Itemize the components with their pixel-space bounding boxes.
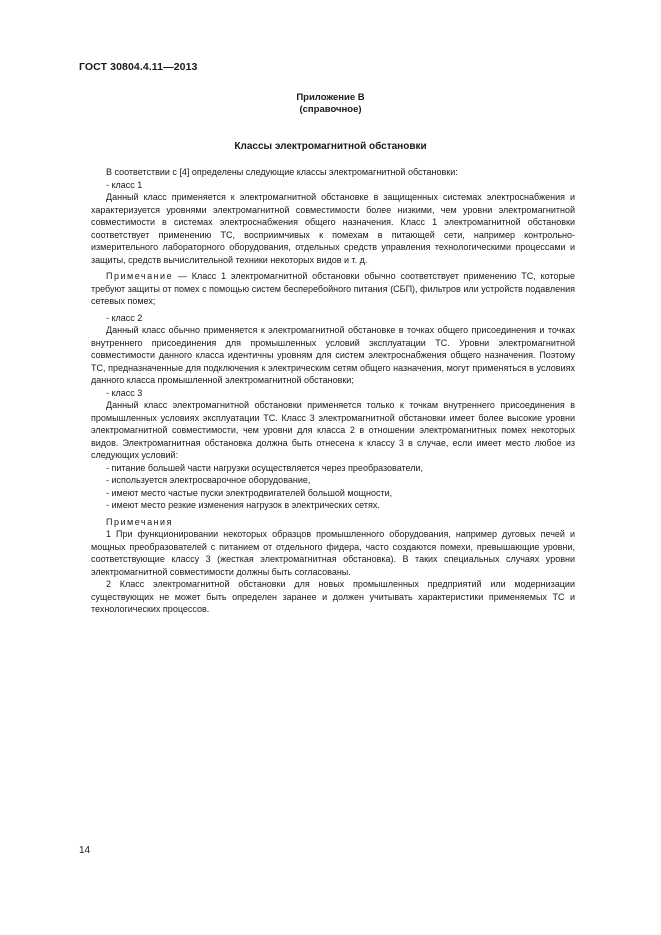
condition-item: - имеют место частые пуски электродвигателей большой мощности, [106,487,393,498]
note-item-1: 1 При функционировании некоторых образцов промышленного оборудования, например дуговых печей и мощных преобразователей с питанием от отдельного фидера, часто создаются помехи, превышающие уровни, соответствующие классу 3 (жесткая электромагнитная обстановка). В таких специальных случаях уровни электромагнитной совместимости должны быть согласованы. [91,529,575,577]
notes-label [91,516,575,529]
page-number: 14 [79,845,91,856]
note-item-2: 2 Класс электромагнитной обстановки для новых промышленных предприятий или модернизации существующих не может быть определен заранее и должен учитывать характеристики применяемых ТС и технологических процессов. [91,579,575,614]
intro-paragraph: В соответствии с [4] определены следующие классы электромагнитной обстановки: [106,167,458,177]
document-header: ГОСТ 30804.4.11—2013 [79,61,198,73]
class1-note [91,270,575,308]
class3-text: Данный класс электромагнитной обстановки применяется только к точкам внутреннего присоединения в промышленных условиях эксплуатации ТС. Класс 3 электромагнитной обстановки имеет более высокие уровни электромагнитной совместимости, чем уровни для класса 2 в отношении электромагнитных помех некоторых видов. Электромагнитная обстановка должна быть отнесена к классу 3 в случае, если имеет место любое из следующих условий: [91,400,575,460]
class2-label: - класс 2 [106,312,143,323]
note-text: — Класс 1 электромагнитной обстановки обычно соответствует применению ТС, которые требуют защиты от помех с помощью систем бесперебойного питания (СБП), фильтров или устройств подавления сетевых помех; [91,271,575,306]
condition-item: - питание большей части нагрузки осуществляется через преобразователи, [106,462,424,473]
note-label: Примечание [106,271,174,281]
annex-subtitle: (справочное) [299,104,362,115]
class2-text: Данный класс обычно применяется к электромагнитной обстановке в точках общего присоединения и точках внутреннего присоединения для промышленных условий эксплуатации ТС. Уровни электромагнитной совместимости данного класса идентичны уровням для систем электроснабжения общего назначения. Поэтому ТС, предназначенные для подключения к электрическим сетям общего назначения, могут применяться в условиях данного класса промышленной электромагнитной обстановки; [91,325,575,385]
annex-heading [0,92,661,116]
document-body [91,166,575,616]
annex-title: Приложение В [296,92,365,103]
class1-label: - класс 1 [106,179,143,190]
condition-item: - используется электросварочное оборудование, [106,475,311,485]
condition-item: - имеют место резкие изменения нагрузок в электрических сетях. [106,500,380,510]
class3-label: - класс 3 [106,387,143,398]
class1-text: Данный класс применяется к электромагнитной обстановке в защищенных системах электроснабжения и характеризуется уровнями электромагнитной совместимости более низкими, чем уровни электромагнитной совместимости в системах электроснабжения общего назначения. Класс 1 электромагнитной обстановки соответствует применению ТС, восприимчивых к помехам в питающей сети, например контрольно-измерительного лабораторного оборудования, отдельных средств управления технологическими процессами и защиты, средств вычислительной техники некоторых видов и т. д. [91,192,575,265]
section-title: Классы электромагнитной обстановки [234,141,427,152]
notes-label-text: Примечания [106,516,173,527]
